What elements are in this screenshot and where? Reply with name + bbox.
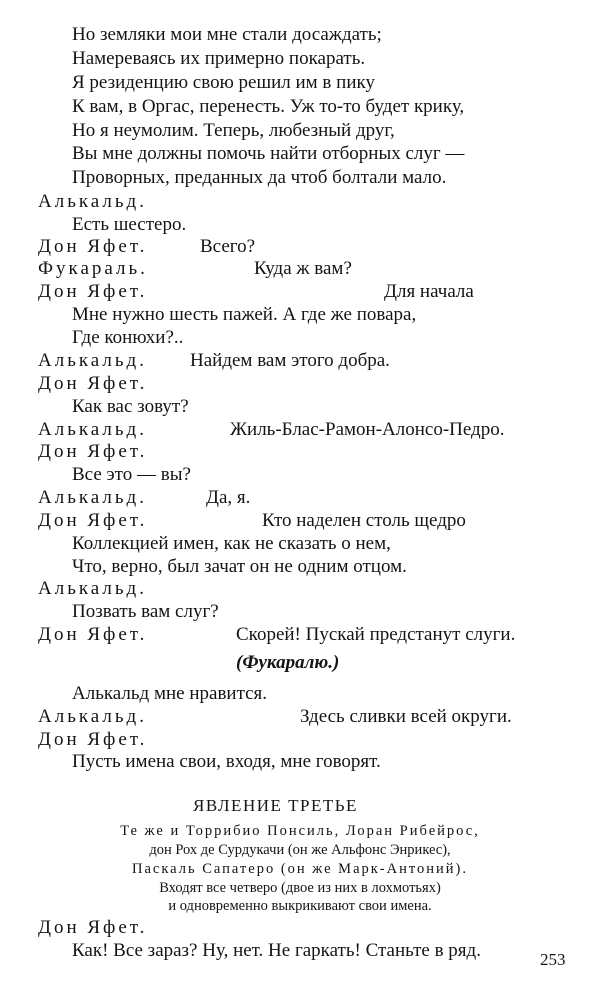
verse-line: Но земляки мои мне стали досаждать; — [72, 24, 382, 45]
stage-direction: (Фукаралю.) — [236, 652, 340, 673]
speaker-fucaral: Фукараль. — [38, 258, 148, 279]
speaker-alcalde: Алькальд. — [38, 487, 147, 508]
dialogue-line: Как вас зовут? — [72, 396, 189, 417]
verse-line: Проворных, преданных да чтоб болтали мало. — [72, 167, 447, 188]
dialogue-line: Все это — вы? — [72, 464, 191, 485]
verse-line: К вам, в Оргас, перенесть. Уж то-то будет крику, — [72, 96, 465, 117]
cast-line: дон Рох де Сурдукачи (он же Альфонс Энрикес), — [149, 842, 451, 858]
speaker-alcalde: Алькальд. — [38, 578, 147, 599]
speaker-don-yafet: Дон Яфет. — [38, 624, 148, 645]
dialogue-line: Для начала — [384, 281, 474, 302]
dialogue-line: Пусть имена свои, входя, мне говорят. — [72, 751, 381, 772]
speaker-don-yafet: Дон Яфет. — [38, 236, 148, 257]
dialogue-line: Как! Все зараз? Ну, нет. Не гаркать! Станьте в ряд. — [72, 940, 481, 961]
speaker-don-yafet: Дон Яфет. — [38, 281, 148, 302]
dialogue-line: Есть шестеро. — [72, 214, 187, 235]
dialogue-line: Мне нужно шесть пажей. А где же повара, — [72, 304, 417, 325]
dialogue-line: Позвать вам слуг? — [72, 601, 219, 622]
verse-line: Вы мне должны помочь найти отборных слуг — — [72, 143, 465, 164]
cast-line: Паскаль Сапатеро (он же Марк-Антоний). — [131, 861, 468, 877]
stage-direction: и одновременно выкрикивают свои имена. — [168, 898, 432, 914]
verse-line: Я резиденцию свою решил им в пику — [72, 72, 375, 93]
dialogue-line: Здесь сливки всей округи. — [300, 706, 512, 727]
dialogue-line: Куда ж вам? — [254, 258, 352, 279]
scene-title: ЯВЛЕНИЕ ТРЕТЬЕ — [193, 796, 358, 815]
speaker-don-yafet: Дон Яфет. — [38, 729, 148, 750]
speaker-alcalde: Алькальд. — [38, 706, 147, 727]
speaker-alcalde: Алькальд. — [38, 350, 147, 371]
cast-line: Те же и Торрибио Понсиль, Лоран Рибейрос, — [120, 823, 480, 839]
speaker-alcalde: Алькальд. — [38, 419, 147, 440]
speaker-don-yafet: Дон Яфет. — [38, 917, 148, 938]
dialogue-line: Да, я. — [206, 487, 251, 508]
verse-line: Намереваясь их примерно покарать. — [72, 48, 366, 69]
speaker-don-yafet: Дон Яфет. — [38, 373, 148, 394]
speaker-don-yafet: Дон Яфет. — [38, 510, 148, 531]
speaker-don-yafet: Дон Яфет. — [38, 441, 148, 462]
stage-direction: Входят все четверо (двое из них в лохмотьях) — [159, 880, 441, 896]
dialogue-line: Алькальд мне нравится. — [72, 683, 268, 704]
dialogue-line: Коллекцией имен, как не сказать о нем, — [72, 533, 391, 554]
speaker-alcalde: Алькальд. — [38, 191, 147, 212]
dialogue-line: Всего? — [200, 236, 256, 257]
verse-line: Но я неумолим. Теперь, любезный друг, — [72, 120, 395, 141]
dialogue-line: Найдем вам этого добра. — [190, 350, 390, 371]
dialogue-line: Жиль-Блас-Рамон-Алонсо-Педро. — [230, 419, 505, 440]
dialogue-line: Где конюхи?.. — [72, 327, 184, 348]
dialogue-line: Скорей! Пускай предстанут слуги. — [236, 624, 516, 645]
dialogue-line: Что, верно, был зачат он не одним отцом. — [72, 556, 407, 577]
page-number: 253 — [540, 950, 566, 969]
dialogue-line: Кто наделен столь щедро — [262, 510, 466, 531]
